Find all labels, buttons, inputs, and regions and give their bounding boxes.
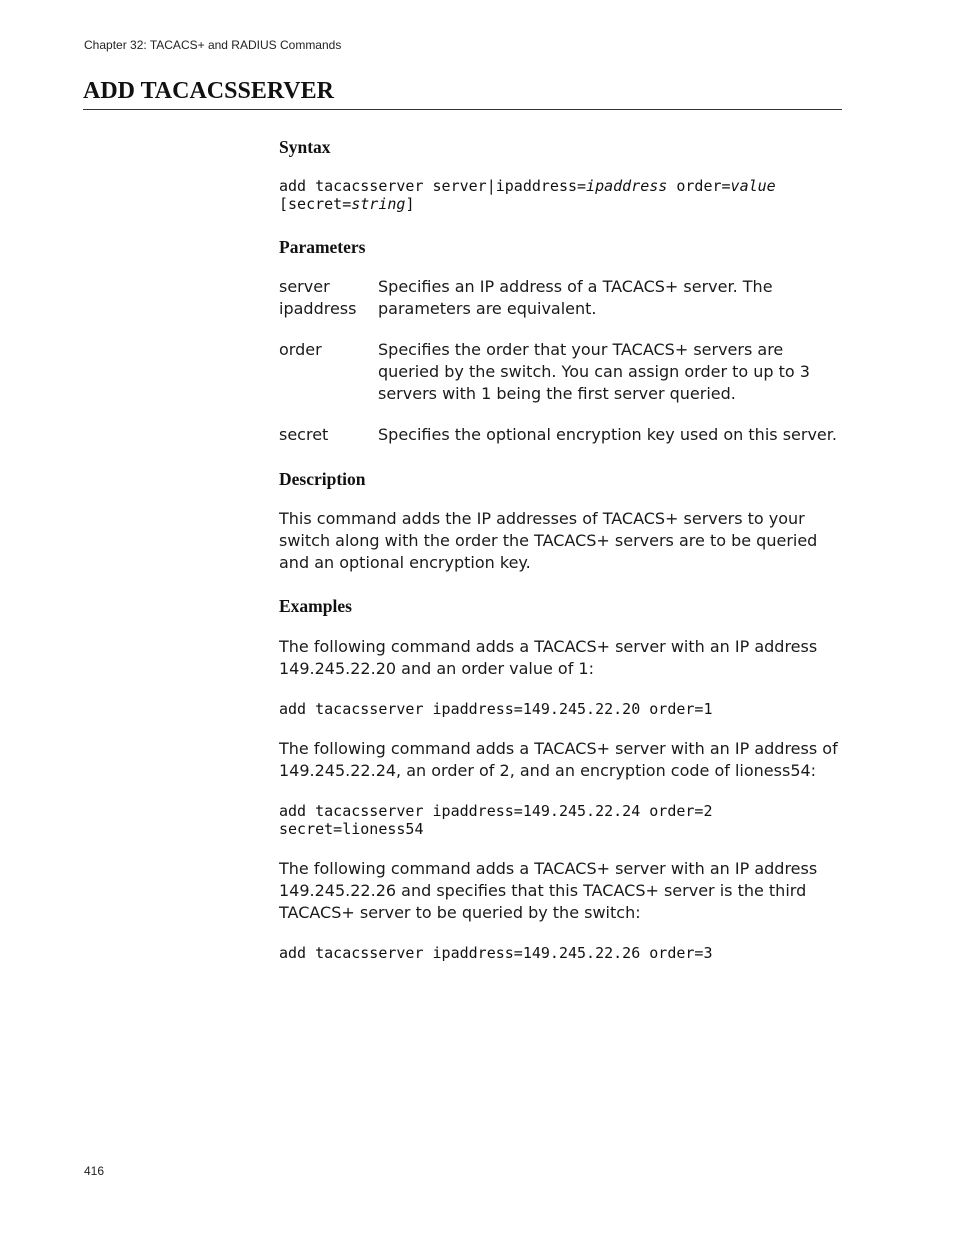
example-1-text: The following command adds a TACACS+ server with an IP address 149.245.22.20 and an order value of 1: (279, 637, 818, 678)
syntax-command: add tacacsserver server|ipaddress= (279, 177, 587, 195)
page-title: ADD TACACSSERVER (83, 78, 334, 104)
syntax-arg-string: string (351, 195, 406, 213)
param-desc-secret: Specifies the optional encryption key used on this server. (378, 425, 837, 444)
examples-heading: Examples (279, 596, 352, 616)
example-2-code: add tacacsserver ipaddress=149.245.22.24 order=2 secret=lioness54 (279, 802, 713, 838)
param-row-server (279, 276, 844, 320)
example-3-text: The following command adds a TACACS+ server with an IP address 149.245.22.26 and specifies that this TACACS+ server is the third TACACS+ server to be queried by the switch: (279, 859, 818, 922)
syntax-order: order= (667, 177, 731, 195)
description-heading: Description (279, 469, 366, 489)
param-desc-server: Specifies an IP address of a TACACS+ server. The parameters are equivalent. (378, 277, 773, 318)
parameters-heading: Parameters (279, 237, 366, 257)
param-name-order: order (279, 340, 322, 359)
content-body (279, 136, 844, 962)
syntax-secret-close: ] (405, 195, 415, 213)
param-row-order (279, 339, 844, 405)
param-row-secret (279, 424, 844, 446)
title-rule (83, 109, 842, 110)
example-3-code: add tacacsserver ipaddress=149.245.22.26 order=3 (279, 944, 713, 962)
description-text: This command adds the IP addresses of TACACS+ servers to your switch along with the order the TACACS+ servers are to be queried and an optional encryption key. (279, 509, 818, 572)
example-1-code: add tacacsserver ipaddress=149.245.22.20 order=1 (279, 700, 713, 718)
param-name-ipaddress: ipaddress (279, 299, 357, 318)
param-name (279, 276, 378, 320)
running-header: Chapter 32: TACACS+ and RADIUS Commands (84, 38, 342, 52)
param-desc-order: Specifies the order that your TACACS+ servers are queried by the switch. You can assign order to up to 3 servers with 1 being the first server queried. (378, 340, 810, 403)
syntax-arg-ipaddress: ipaddress (586, 177, 668, 195)
syntax-secret-open: [secret= (279, 195, 352, 213)
param-name-server: server (279, 277, 330, 296)
syntax-heading: Syntax (279, 137, 331, 157)
page-number: 416 (84, 1164, 105, 1178)
param-name-secret: secret (279, 425, 329, 444)
syntax-code (279, 177, 844, 213)
syntax-arg-value: value (730, 177, 776, 195)
example-2-text: The following command adds a TACACS+ server with an IP address of 149.245.22.24, an order of 2, and an encryption code of lioness54: (279, 739, 838, 780)
